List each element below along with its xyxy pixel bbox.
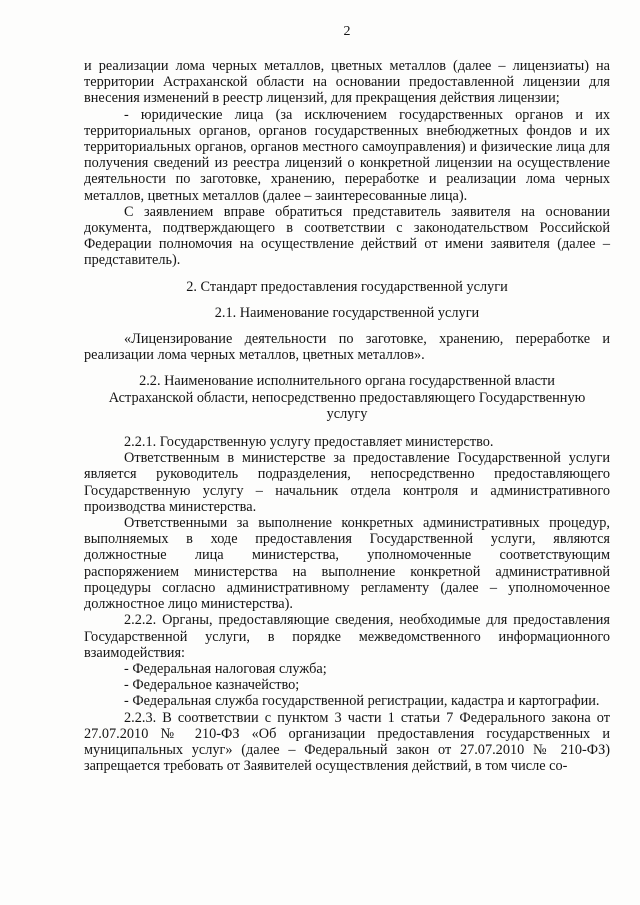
paragraph-2-2-3: 2.2.3. В соответствии с пунктом 3 части 1 статьи 7 Федерального закона от 27.07.2010 № 210-ФЗ «Об организации предоставления государственных и муниципальных услуг» (далее – Федеральный закон от 27.07.2010 № 210-ФЗ) запрещается требовать от Заявителей осуществления действий, в том числе со- [84,709,610,775]
paragraph-service-title: «Лицензирование деятельности по заготовке, хранению, переработке и реализации лома черных металлов, цветных металлов». [84,331,610,364]
paragraph-responsible-officials: Ответственными за выполнение конкретных административных процедур, выполняемых в ходе предоставления Государственной услуги, являются должностные лица министерства, уполномоченные соответствующим распоряжением министерства на выполнение конкретной административной процедуры согласно административному регламенту (далее – уполномоченное должностное лицо министерства). [84,515,610,613]
section-heading-executive-body: 2.2. Наименование исполнительного органа государственной власти Астраханской области, непосредственно предоставляющего Государственную услугу [108,373,586,422]
section-heading-service-name: 2.1. Наименование государственной услуги [214,304,480,321]
paragraph-responsible-head: Ответственным в министерстве за предоставление Государственной услуги является руководитель подразделения, непосредственно предоставляющего Государственную услугу – начальник отдела контроля и административного производства министерства. [84,450,610,515]
paragraph-legal-entities: - юридические лица (за исключением государственных органов и их территориальных органов, органов государственных внебюджетных фондов и их территориальных органов, органов местного самоуправления) и физические лица для получения сведений из реестра лицензий о конкретной лицензии на осуществление деятельности по заготовке, хранению, переработке и реализации лома черных металлов, цветных металлов (далее – заинтересованные лица). [84,106,610,204]
page-number: 2 [343,24,351,39]
paragraph-representative: С заявлением вправе обратиться представитель заявителя на основании документа, подтверждающего в соответствии с законодательством Российской Федерации полномочия на осуществление действий от имени заявителя (далее – представитель). [84,203,610,269]
list-item-registration-service: - Федеральная служба государственной регистрации, кадастра и картографии. [124,693,600,710]
list-item-treasury: - Федеральное казначейство; [124,677,300,694]
list-item-tax-service: - Федеральная налоговая служба; [124,660,327,677]
section-heading-standard: 2. Стандарт предоставления государственной услуги [186,278,508,295]
paragraph-licensees: и реализации лома черных металлов, цветных металлов (далее – лицензиаты) на территории Астраханской области на основании предоставленной лицензии для внесения изменений в реестр лицензий, для прекращения действия лицензии; [84,58,610,107]
paragraph-2-2-1: 2.2.1. Государственную услугу предоставляет министерство. [124,434,494,451]
paragraph-2-2-2: 2.2.2. Органы, предоставляющие сведения, необходимые для предоставления Государственной услуги, в порядке межведомственного информационного взаимодействия: [84,612,610,661]
